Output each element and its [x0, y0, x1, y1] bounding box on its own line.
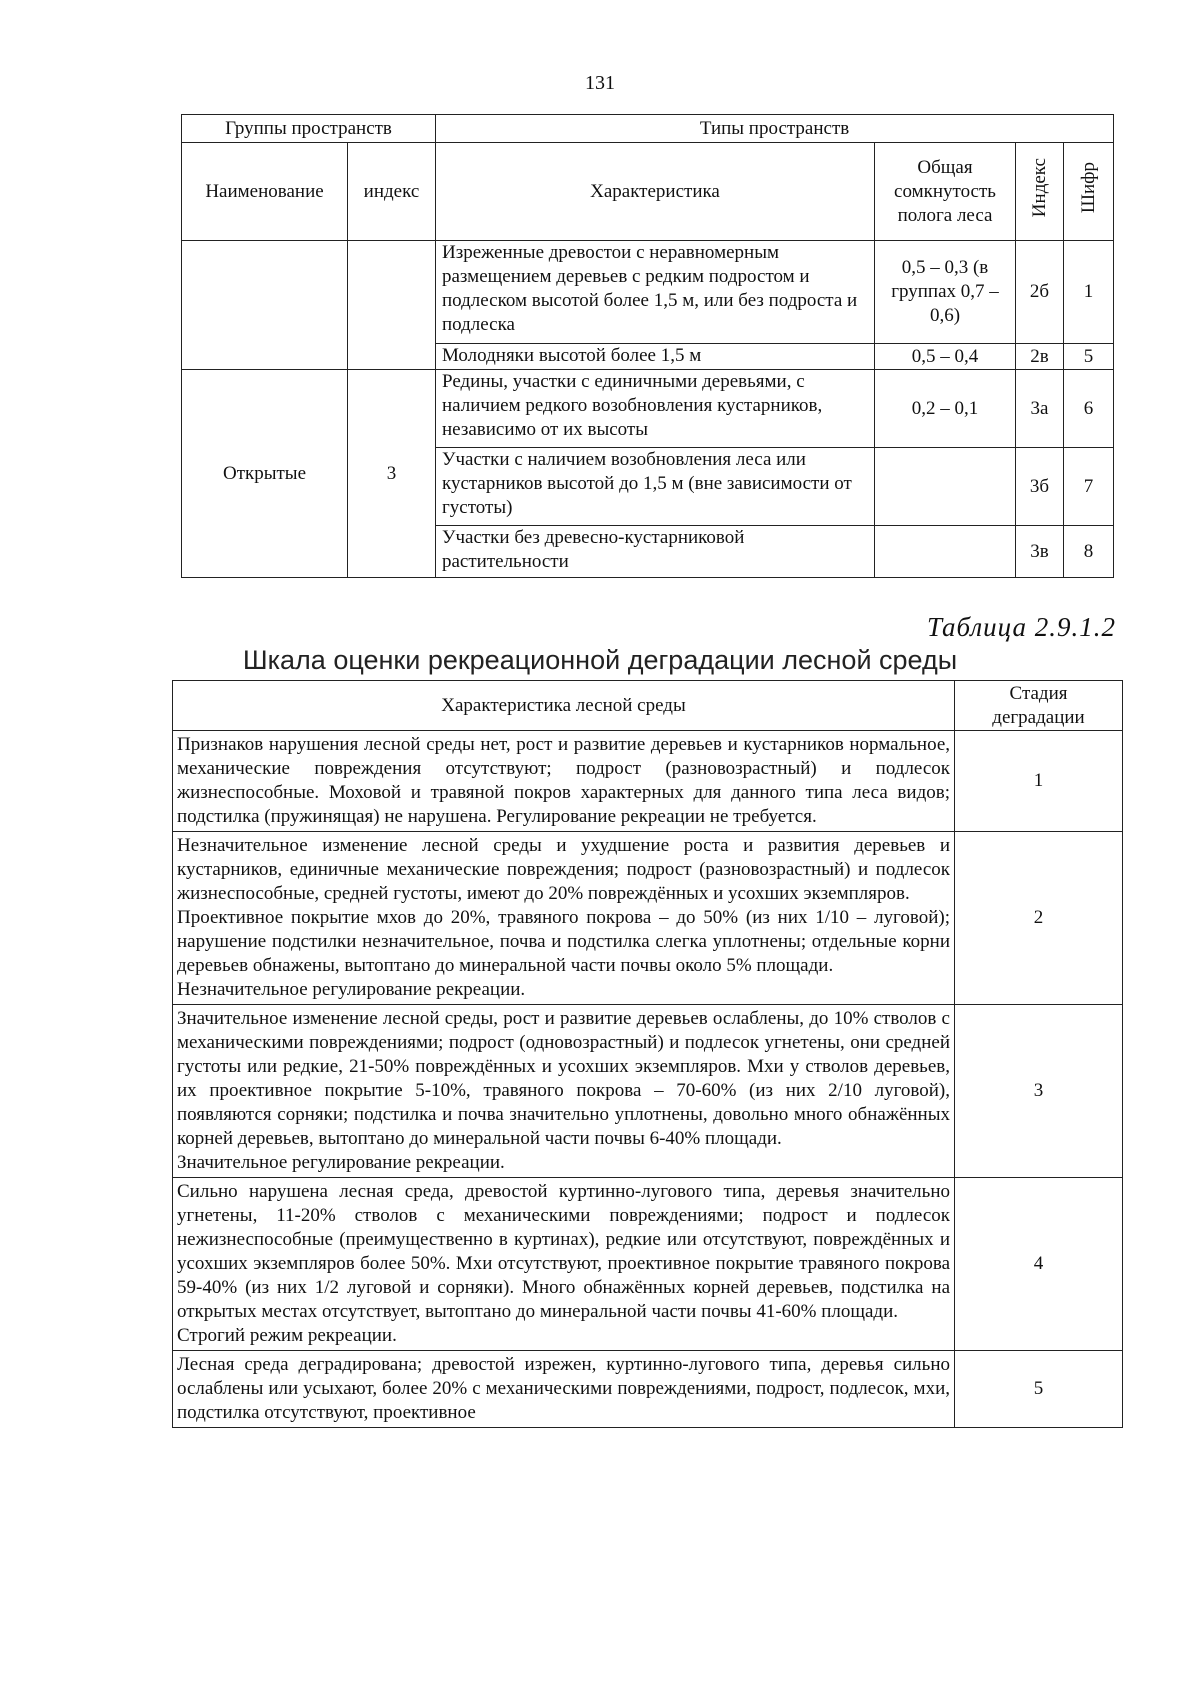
regulation-text: Строгий режим рекреации. — [177, 1325, 397, 1346]
description-text: Незначительное изменение лесной среды и ухудшение роста и развития деревьев и кустарников, единичные механические повреждения; подрост (разновозрастный) и подлесок жизнеспособные, средней густоты, имеют до 20% повреждённых и усохших экземпляров. — [177, 835, 950, 904]
stage-cell: 2 — [955, 832, 1123, 1005]
forest-characteristic-cell — [173, 1005, 955, 1178]
forest-characteristic-cell — [173, 1178, 955, 1351]
stage-cell: 4 — [955, 1178, 1123, 1351]
col-code-header — [1064, 143, 1114, 241]
empty-index-cell — [348, 241, 436, 370]
table-row — [173, 1351, 1123, 1428]
code-cell: 1 — [1064, 241, 1114, 344]
col-characteristic-header: Характеристика — [436, 143, 875, 241]
description-text: Лесная среда деградирована; древостой изрежен, куртинно-лугового типа, деревья сильно ослаблены или усыхают, более 20% с механическими повреждениями, подрост, подлесок, мхи, подстилка отсутствуют, проективное — [177, 1354, 950, 1423]
group-name-cell: Открытые — [182, 370, 348, 578]
empty-group-cell — [182, 241, 348, 370]
table-row — [173, 1178, 1123, 1351]
forest-characteristic-cell — [173, 832, 955, 1005]
description-text: Проективное покрытие мхов до 20%, травяного покрова – до 50% (из них 1/10 – луговой); нарушение подстилки незначительное, почва и подстилка слегка уплотнены; отдельные корни деревьев обнажены, вытоптано до минеральной части почвы около 5% площади. — [177, 907, 950, 976]
code-cell: 5 — [1064, 344, 1114, 370]
col-forest-characteristic-header: Характеристика лесной среды — [173, 681, 955, 731]
table-row — [173, 1005, 1123, 1178]
regulation-text: Значительное регулирование рекреации. — [177, 1152, 505, 1173]
types-header: Типы пространств — [436, 115, 1114, 143]
index2-label: Индекс — [1028, 158, 1050, 218]
col-index-header: индекс — [348, 143, 436, 241]
density-cell: 0,2 – 0,1 — [875, 370, 1016, 448]
characteristic-cell: Изреженные древостои с неравномерным размещением деревьев с редким подростом и подлеском высотой более 1,5 м, или без подроста и подлеска — [436, 241, 875, 344]
stage-cell: 1 — [955, 731, 1123, 832]
col-density-header: Общая сомкнутость полога леса — [875, 143, 1016, 241]
space-types-table — [181, 114, 1114, 578]
forest-characteristic-cell — [173, 731, 955, 832]
density-cell: 0,5 – 0,3 (в группах 0,7 – 0,6) — [875, 241, 1016, 344]
description-text: Значительное изменение лесной среды, рост и развитие деревьев ослаблены, до 10% стволов с механическими повреждениями; подрост (одновозрастный) и подлесок угнетены, они средней густоты или редкие, 21-50% повреждённых и усохших экземпляров. Мхи у стволов деревьев, их проективное покрытие 5-10%, травяного покрова – 70-60% (из них 2/10 луговой), появляются сорняки; подстилка и почва значительно уплотнены, довольно много обнажённых корней деревьев, вытоптано до минеральной части почвы 6-40% площади. — [177, 1008, 950, 1149]
code-cell: 7 — [1064, 448, 1114, 526]
groups-header: Группы пространств — [182, 115, 436, 143]
table-row — [173, 832, 1123, 1005]
code-cell: 8 — [1064, 526, 1114, 578]
density-cell — [875, 448, 1016, 526]
group-index-cell: 3 — [348, 370, 436, 578]
characteristic-cell: Участки без древесно-кустарниковой растительности — [436, 526, 875, 578]
table-row — [182, 241, 1114, 344]
page-number: 131 — [585, 72, 615, 94]
description-text: Признаков нарушения лесной среды нет, рост и развитие деревьев и кустарников нормальное, механические повреждения отсутствуют; подрост (разновозрастный) и подлесок жизнеспособные. Моховой и травяной покров характерных для данного типа леса видов; подстилка (пружинящая) не нарушена. Регулирование рекреации не требуется. — [177, 734, 950, 827]
stage-cell: 3 — [955, 1005, 1123, 1178]
characteristic-cell: Редины, участки с единичными деревьями, с наличием редкого возобновления кустарников, независимо от их высоты — [436, 370, 875, 448]
code-cell: 6 — [1064, 370, 1114, 448]
index-cell: 3в — [1016, 526, 1064, 578]
description-text: Сильно нарушена лесная среда, древостой куртинно-лугового типа, деревья значительно угнетены, 11-20% стволов с механическими повреждениями; подрост и подлесок нежизнеспособные (преимущественно в куртинах), редкие или отсутствуют, повреждённых и усохших экземпляров более 50%. Мхи отсутствуют, проективное покрытие травяного покрова 59-40% (из них 1/2 луговой и сорняки). Много обнажённых корней деревьев, подстилка на открытых местах отсутствует, вытоптано до минеральной части почвы 41-60% площади. — [177, 1181, 950, 1322]
stage-cell: 5 — [955, 1351, 1123, 1428]
col-index2-header — [1016, 143, 1064, 241]
col-name-header: Наименование — [182, 143, 348, 241]
characteristic-cell: Участки с наличием возобновления леса или кустарников высотой до 1,5 м (вне зависимости от густоты) — [436, 448, 875, 526]
index-cell: 2в — [1016, 344, 1064, 370]
forest-characteristic-cell — [173, 1351, 955, 1428]
density-cell: 0,5 – 0,4 — [875, 344, 1016, 370]
table-row — [173, 731, 1123, 832]
degradation-scale-table — [172, 680, 1123, 1428]
density-cell — [875, 526, 1016, 578]
table-title: Шкала оценки рекреационной деградации лесной среды — [242, 645, 958, 675]
col-stage-header: Стадия деградации — [955, 681, 1123, 731]
index-cell: 3б — [1016, 448, 1064, 526]
table-caption: Таблица 2.9.1.2 — [926, 612, 1116, 642]
characteristic-cell: Молодняки высотой более 1,5 м — [436, 344, 875, 370]
index-cell: 2б — [1016, 241, 1064, 344]
table-row — [182, 370, 1114, 448]
code-label: Шифр — [1077, 162, 1099, 214]
index-cell: 3а — [1016, 370, 1064, 448]
regulation-text: Незначительное регулирование рекреации. — [177, 979, 526, 1000]
